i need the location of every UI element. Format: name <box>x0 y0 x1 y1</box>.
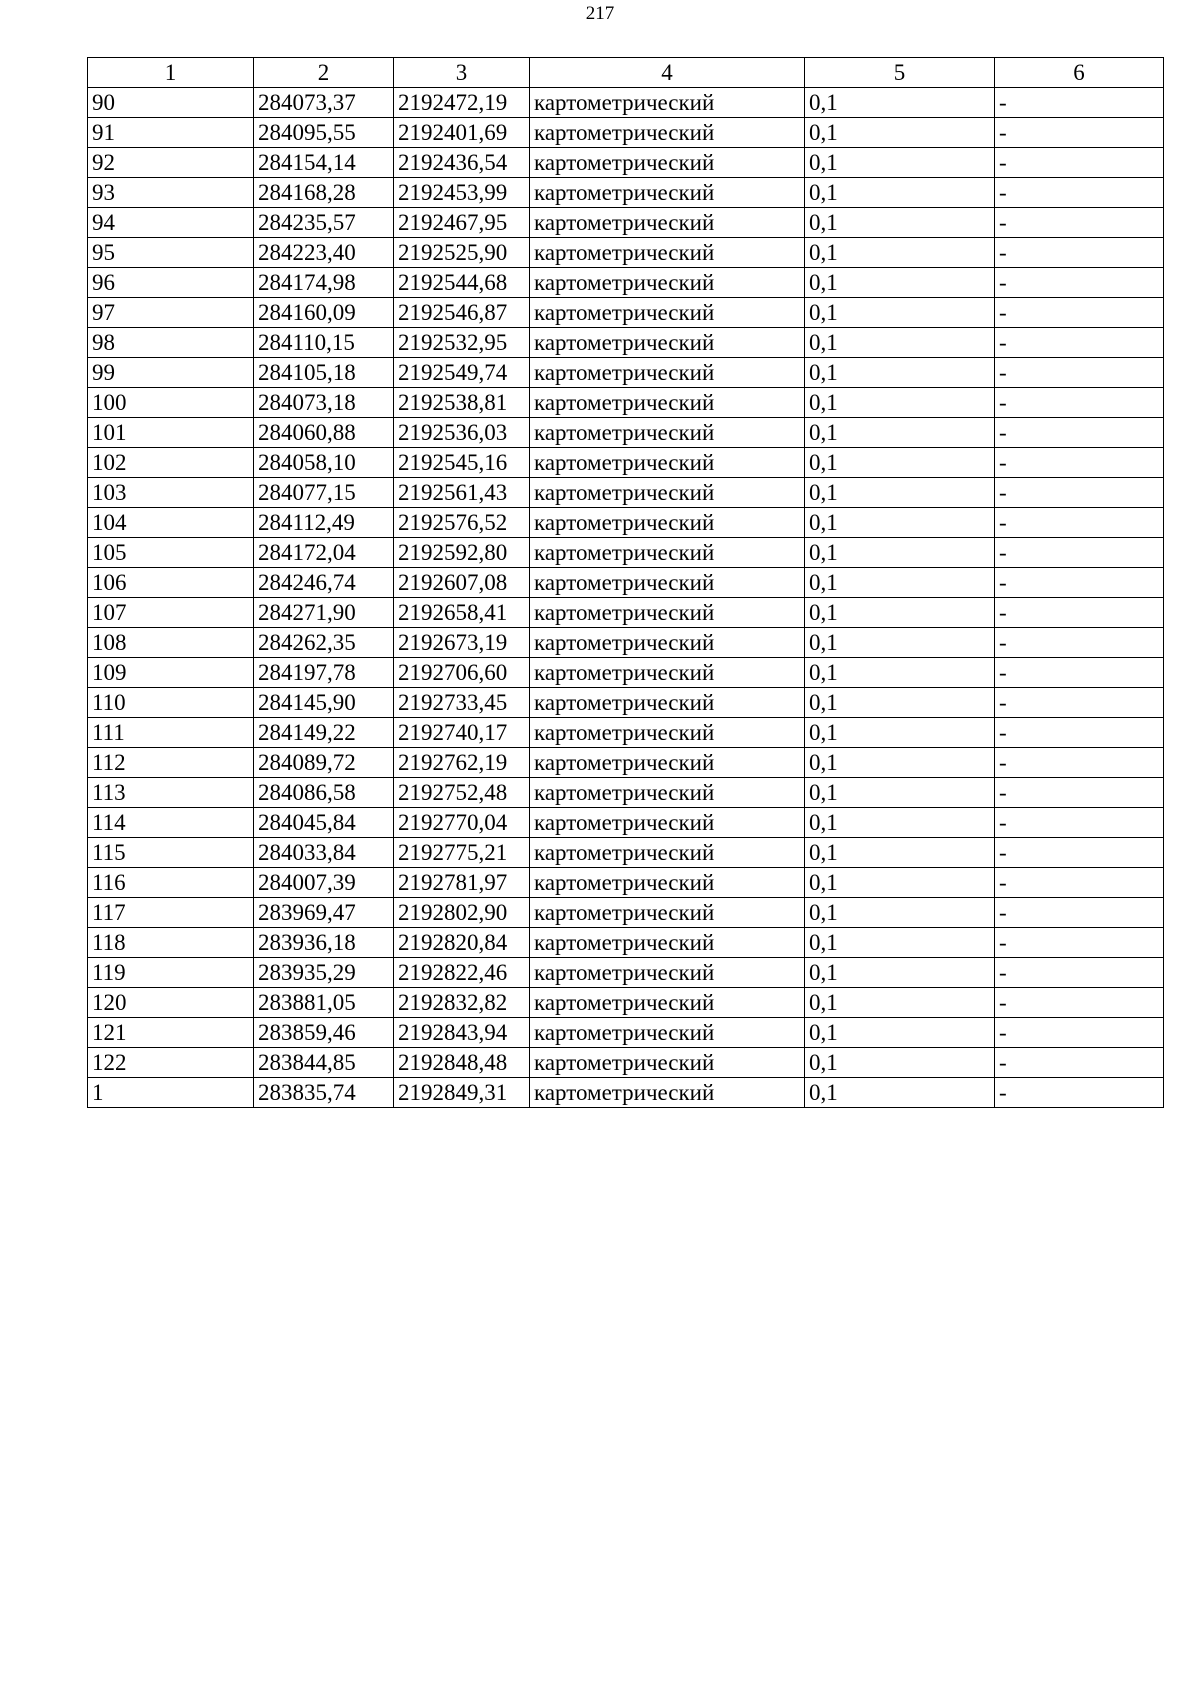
accuracy-cell: 0,1 <box>805 1018 995 1048</box>
point-number-cell: 94 <box>88 208 254 238</box>
point-number-cell: 92 <box>88 148 254 178</box>
note-cell: - <box>995 808 1164 838</box>
accuracy-cell: 0,1 <box>805 388 995 418</box>
table-row <box>88 298 1164 328</box>
point-number-cell: 100 <box>88 388 254 418</box>
point-number-cell: 91 <box>88 118 254 148</box>
table-row <box>88 178 1164 208</box>
x-coordinate-cell: 284073,18 <box>254 388 394 418</box>
y-coordinate-cell: 2192775,21 <box>394 838 530 868</box>
table-row <box>88 118 1164 148</box>
x-coordinate-cell: 284112,49 <box>254 508 394 538</box>
note-cell: - <box>995 928 1164 958</box>
accuracy-cell: 0,1 <box>805 1078 995 1108</box>
accuracy-cell: 0,1 <box>805 178 995 208</box>
x-coordinate-cell: 284145,90 <box>254 688 394 718</box>
y-coordinate-cell: 2192832,82 <box>394 988 530 1018</box>
x-coordinate-cell: 284149,22 <box>254 718 394 748</box>
method-cell: картометрический <box>530 328 805 358</box>
x-coordinate-cell: 284077,15 <box>254 478 394 508</box>
table-row <box>88 88 1164 118</box>
note-cell: - <box>995 508 1164 538</box>
point-number-cell: 98 <box>88 328 254 358</box>
method-cell: картометрический <box>530 718 805 748</box>
y-coordinate-cell: 2192401,69 <box>394 118 530 148</box>
table-row <box>88 868 1164 898</box>
table-row <box>88 538 1164 568</box>
y-coordinate-cell: 2192546,87 <box>394 298 530 328</box>
accuracy-cell: 0,1 <box>805 898 995 928</box>
note-cell: - <box>995 388 1164 418</box>
x-coordinate-cell: 283969,47 <box>254 898 394 928</box>
table-row <box>88 568 1164 598</box>
accuracy-cell: 0,1 <box>805 808 995 838</box>
y-coordinate-cell: 2192849,31 <box>394 1078 530 1108</box>
method-cell: картометрический <box>530 1048 805 1078</box>
method-cell: картометрический <box>530 868 805 898</box>
note-cell: - <box>995 718 1164 748</box>
note-cell: - <box>995 1018 1164 1048</box>
table-row <box>88 508 1164 538</box>
note-cell: - <box>995 208 1164 238</box>
point-number-cell: 93 <box>88 178 254 208</box>
method-cell: картометрический <box>530 688 805 718</box>
point-number-cell: 99 <box>88 358 254 388</box>
method-cell: картометрический <box>530 478 805 508</box>
note-cell: - <box>995 988 1164 1018</box>
table-row <box>88 958 1164 988</box>
point-number-cell: 111 <box>88 718 254 748</box>
note-cell: - <box>995 178 1164 208</box>
point-number-cell: 104 <box>88 508 254 538</box>
x-coordinate-cell: 283935,29 <box>254 958 394 988</box>
method-cell: картометрический <box>530 388 805 418</box>
y-coordinate-cell: 2192822,46 <box>394 958 530 988</box>
note-cell: - <box>995 88 1164 118</box>
method-cell: картометрический <box>530 928 805 958</box>
column-header-1: 1 <box>88 58 254 88</box>
y-coordinate-cell: 2192706,60 <box>394 658 530 688</box>
table-body <box>88 88 1164 1108</box>
note-cell: - <box>995 658 1164 688</box>
method-cell: картометрический <box>530 628 805 658</box>
accuracy-cell: 0,1 <box>805 718 995 748</box>
x-coordinate-cell: 284271,90 <box>254 598 394 628</box>
note-cell: - <box>995 1078 1164 1108</box>
table-row <box>88 388 1164 418</box>
point-number-cell: 103 <box>88 478 254 508</box>
accuracy-cell: 0,1 <box>805 688 995 718</box>
y-coordinate-cell: 2192843,94 <box>394 1018 530 1048</box>
y-coordinate-cell: 2192592,80 <box>394 538 530 568</box>
point-number-cell: 105 <box>88 538 254 568</box>
x-coordinate-cell: 284033,84 <box>254 838 394 868</box>
x-coordinate-cell: 284086,58 <box>254 778 394 808</box>
x-coordinate-cell: 284168,28 <box>254 178 394 208</box>
table-row <box>88 658 1164 688</box>
x-coordinate-cell: 284007,39 <box>254 868 394 898</box>
x-coordinate-cell: 283936,18 <box>254 928 394 958</box>
accuracy-cell: 0,1 <box>805 1048 995 1078</box>
y-coordinate-cell: 2192607,08 <box>394 568 530 598</box>
table-row <box>88 838 1164 868</box>
y-coordinate-cell: 2192536,03 <box>394 418 530 448</box>
y-coordinate-cell: 2192733,45 <box>394 688 530 718</box>
table-row <box>88 1018 1164 1048</box>
y-coordinate-cell: 2192740,17 <box>394 718 530 748</box>
point-number-cell: 97 <box>88 298 254 328</box>
accuracy-cell: 0,1 <box>805 928 995 958</box>
coordinates-table <box>87 57 1164 1108</box>
method-cell: картометрический <box>530 958 805 988</box>
point-number-cell: 90 <box>88 88 254 118</box>
method-cell: картометрический <box>530 148 805 178</box>
y-coordinate-cell: 2192545,16 <box>394 448 530 478</box>
note-cell: - <box>995 478 1164 508</box>
note-cell: - <box>995 778 1164 808</box>
method-cell: картометрический <box>530 988 805 1018</box>
method-cell: картометрический <box>530 508 805 538</box>
accuracy-cell: 0,1 <box>805 208 995 238</box>
table-row <box>88 808 1164 838</box>
method-cell: картометрический <box>530 658 805 688</box>
y-coordinate-cell: 2192848,48 <box>394 1048 530 1078</box>
accuracy-cell: 0,1 <box>805 88 995 118</box>
method-cell: картометрический <box>530 238 805 268</box>
x-coordinate-cell: 284073,37 <box>254 88 394 118</box>
page-number: 217 <box>585 3 615 24</box>
accuracy-cell: 0,1 <box>805 238 995 268</box>
method-cell: картометрический <box>530 898 805 928</box>
x-coordinate-cell: 284197,78 <box>254 658 394 688</box>
x-coordinate-cell: 283844,85 <box>254 1048 394 1078</box>
y-coordinate-cell: 2192770,04 <box>394 808 530 838</box>
method-cell: картометрический <box>530 778 805 808</box>
y-coordinate-cell: 2192752,48 <box>394 778 530 808</box>
x-coordinate-cell: 284246,74 <box>254 568 394 598</box>
method-cell: картометрический <box>530 808 805 838</box>
point-number-cell: 117 <box>88 898 254 928</box>
note-cell: - <box>995 838 1164 868</box>
table-row <box>88 418 1164 448</box>
y-coordinate-cell: 2192538,81 <box>394 388 530 418</box>
point-number-cell: 116 <box>88 868 254 898</box>
point-number-cell: 110 <box>88 688 254 718</box>
table-row <box>88 1078 1164 1108</box>
method-cell: картометрический <box>530 748 805 778</box>
table-row <box>88 718 1164 748</box>
point-number-cell: 121 <box>88 1018 254 1048</box>
accuracy-cell: 0,1 <box>805 988 995 1018</box>
point-number-cell: 96 <box>88 268 254 298</box>
column-header-2: 2 <box>254 58 394 88</box>
point-number-cell: 1 <box>88 1078 254 1108</box>
method-cell: картометрический <box>530 118 805 148</box>
accuracy-cell: 0,1 <box>805 838 995 868</box>
accuracy-cell: 0,1 <box>805 538 995 568</box>
accuracy-cell: 0,1 <box>805 628 995 658</box>
column-header-6: 6 <box>995 58 1164 88</box>
x-coordinate-cell: 284262,35 <box>254 628 394 658</box>
method-cell: картометрический <box>530 568 805 598</box>
y-coordinate-cell: 2192525,90 <box>394 238 530 268</box>
note-cell: - <box>995 418 1164 448</box>
accuracy-cell: 0,1 <box>805 328 995 358</box>
table-row <box>88 358 1164 388</box>
note-cell: - <box>995 1048 1164 1078</box>
table-row <box>88 688 1164 718</box>
note-cell: - <box>995 238 1164 268</box>
x-coordinate-cell: 284154,14 <box>254 148 394 178</box>
x-coordinate-cell: 284095,55 <box>254 118 394 148</box>
x-coordinate-cell: 284045,84 <box>254 808 394 838</box>
note-cell: - <box>995 868 1164 898</box>
point-number-cell: 120 <box>88 988 254 1018</box>
y-coordinate-cell: 2192781,97 <box>394 868 530 898</box>
method-cell: картометрический <box>530 598 805 628</box>
column-header-3: 3 <box>394 58 530 88</box>
method-cell: картометрический <box>530 448 805 478</box>
note-cell: - <box>995 628 1164 658</box>
point-number-cell: 109 <box>88 658 254 688</box>
accuracy-cell: 0,1 <box>805 658 995 688</box>
table-row <box>88 748 1164 778</box>
y-coordinate-cell: 2192802,90 <box>394 898 530 928</box>
table-row <box>88 778 1164 808</box>
point-number-cell: 115 <box>88 838 254 868</box>
point-number-cell: 119 <box>88 958 254 988</box>
y-coordinate-cell: 2192467,95 <box>394 208 530 238</box>
y-coordinate-cell: 2192762,19 <box>394 748 530 778</box>
note-cell: - <box>995 958 1164 988</box>
point-number-cell: 112 <box>88 748 254 778</box>
y-coordinate-cell: 2192549,74 <box>394 358 530 388</box>
x-coordinate-cell: 284172,04 <box>254 538 394 568</box>
table-row <box>88 988 1164 1018</box>
point-number-cell: 114 <box>88 808 254 838</box>
method-cell: картометрический <box>530 88 805 118</box>
x-coordinate-cell: 284174,98 <box>254 268 394 298</box>
table-row <box>88 448 1164 478</box>
table-row <box>88 1048 1164 1078</box>
y-coordinate-cell: 2192673,19 <box>394 628 530 658</box>
x-coordinate-cell: 283835,74 <box>254 1078 394 1108</box>
accuracy-cell: 0,1 <box>805 778 995 808</box>
x-coordinate-cell: 283859,46 <box>254 1018 394 1048</box>
y-coordinate-cell: 2192658,41 <box>394 598 530 628</box>
y-coordinate-cell: 2192561,43 <box>394 478 530 508</box>
table-row <box>88 208 1164 238</box>
note-cell: - <box>995 568 1164 598</box>
accuracy-cell: 0,1 <box>805 448 995 478</box>
y-coordinate-cell: 2192532,95 <box>394 328 530 358</box>
method-cell: картометрический <box>530 538 805 568</box>
table-row <box>88 628 1164 658</box>
accuracy-cell: 0,1 <box>805 268 995 298</box>
method-cell: картометрический <box>530 418 805 448</box>
accuracy-cell: 0,1 <box>805 358 995 388</box>
note-cell: - <box>995 328 1164 358</box>
method-cell: картометрический <box>530 298 805 328</box>
note-cell: - <box>995 748 1164 778</box>
note-cell: - <box>995 358 1164 388</box>
point-number-cell: 95 <box>88 238 254 268</box>
table-row <box>88 478 1164 508</box>
accuracy-cell: 0,1 <box>805 598 995 628</box>
point-number-cell: 108 <box>88 628 254 658</box>
method-cell: картометрический <box>530 208 805 238</box>
method-cell: картометрический <box>530 358 805 388</box>
accuracy-cell: 0,1 <box>805 418 995 448</box>
method-cell: картометрический <box>530 178 805 208</box>
accuracy-cell: 0,1 <box>805 568 995 598</box>
table-row <box>88 898 1164 928</box>
method-cell: картометрический <box>530 838 805 868</box>
x-coordinate-cell: 284060,88 <box>254 418 394 448</box>
accuracy-cell: 0,1 <box>805 478 995 508</box>
y-coordinate-cell: 2192472,19 <box>394 88 530 118</box>
note-cell: - <box>995 598 1164 628</box>
table-row <box>88 328 1164 358</box>
point-number-cell: 106 <box>88 568 254 598</box>
x-coordinate-cell: 284160,09 <box>254 298 394 328</box>
note-cell: - <box>995 148 1164 178</box>
accuracy-cell: 0,1 <box>805 118 995 148</box>
note-cell: - <box>995 118 1164 148</box>
x-coordinate-cell: 284223,40 <box>254 238 394 268</box>
point-number-cell: 102 <box>88 448 254 478</box>
accuracy-cell: 0,1 <box>805 298 995 328</box>
accuracy-cell: 0,1 <box>805 748 995 778</box>
x-coordinate-cell: 284058,10 <box>254 448 394 478</box>
column-header-5: 5 <box>805 58 995 88</box>
accuracy-cell: 0,1 <box>805 508 995 538</box>
note-cell: - <box>995 268 1164 298</box>
accuracy-cell: 0,1 <box>805 958 995 988</box>
y-coordinate-cell: 2192544,68 <box>394 268 530 298</box>
y-coordinate-cell: 2192453,99 <box>394 178 530 208</box>
y-coordinate-cell: 2192436,54 <box>394 148 530 178</box>
point-number-cell: 101 <box>88 418 254 448</box>
point-number-cell: 118 <box>88 928 254 958</box>
y-coordinate-cell: 2192576,52 <box>394 508 530 538</box>
method-cell: картометрический <box>530 1078 805 1108</box>
column-header-4: 4 <box>530 58 805 88</box>
x-coordinate-cell: 284105,18 <box>254 358 394 388</box>
note-cell: - <box>995 448 1164 478</box>
y-coordinate-cell: 2192820,84 <box>394 928 530 958</box>
table-header-row <box>88 58 1164 88</box>
x-coordinate-cell: 284089,72 <box>254 748 394 778</box>
point-number-cell: 122 <box>88 1048 254 1078</box>
x-coordinate-cell: 283881,05 <box>254 988 394 1018</box>
point-number-cell: 113 <box>88 778 254 808</box>
table-row <box>88 148 1164 178</box>
x-coordinate-cell: 284110,15 <box>254 328 394 358</box>
method-cell: картометрический <box>530 268 805 298</box>
table-row <box>88 268 1164 298</box>
point-number-cell: 107 <box>88 598 254 628</box>
x-coordinate-cell: 284235,57 <box>254 208 394 238</box>
note-cell: - <box>995 898 1164 928</box>
method-cell: картометрический <box>530 1018 805 1048</box>
table-row <box>88 238 1164 268</box>
note-cell: - <box>995 538 1164 568</box>
table-row <box>88 928 1164 958</box>
table-row <box>88 598 1164 628</box>
note-cell: - <box>995 298 1164 328</box>
accuracy-cell: 0,1 <box>805 868 995 898</box>
accuracy-cell: 0,1 <box>805 148 995 178</box>
note-cell: - <box>995 688 1164 718</box>
